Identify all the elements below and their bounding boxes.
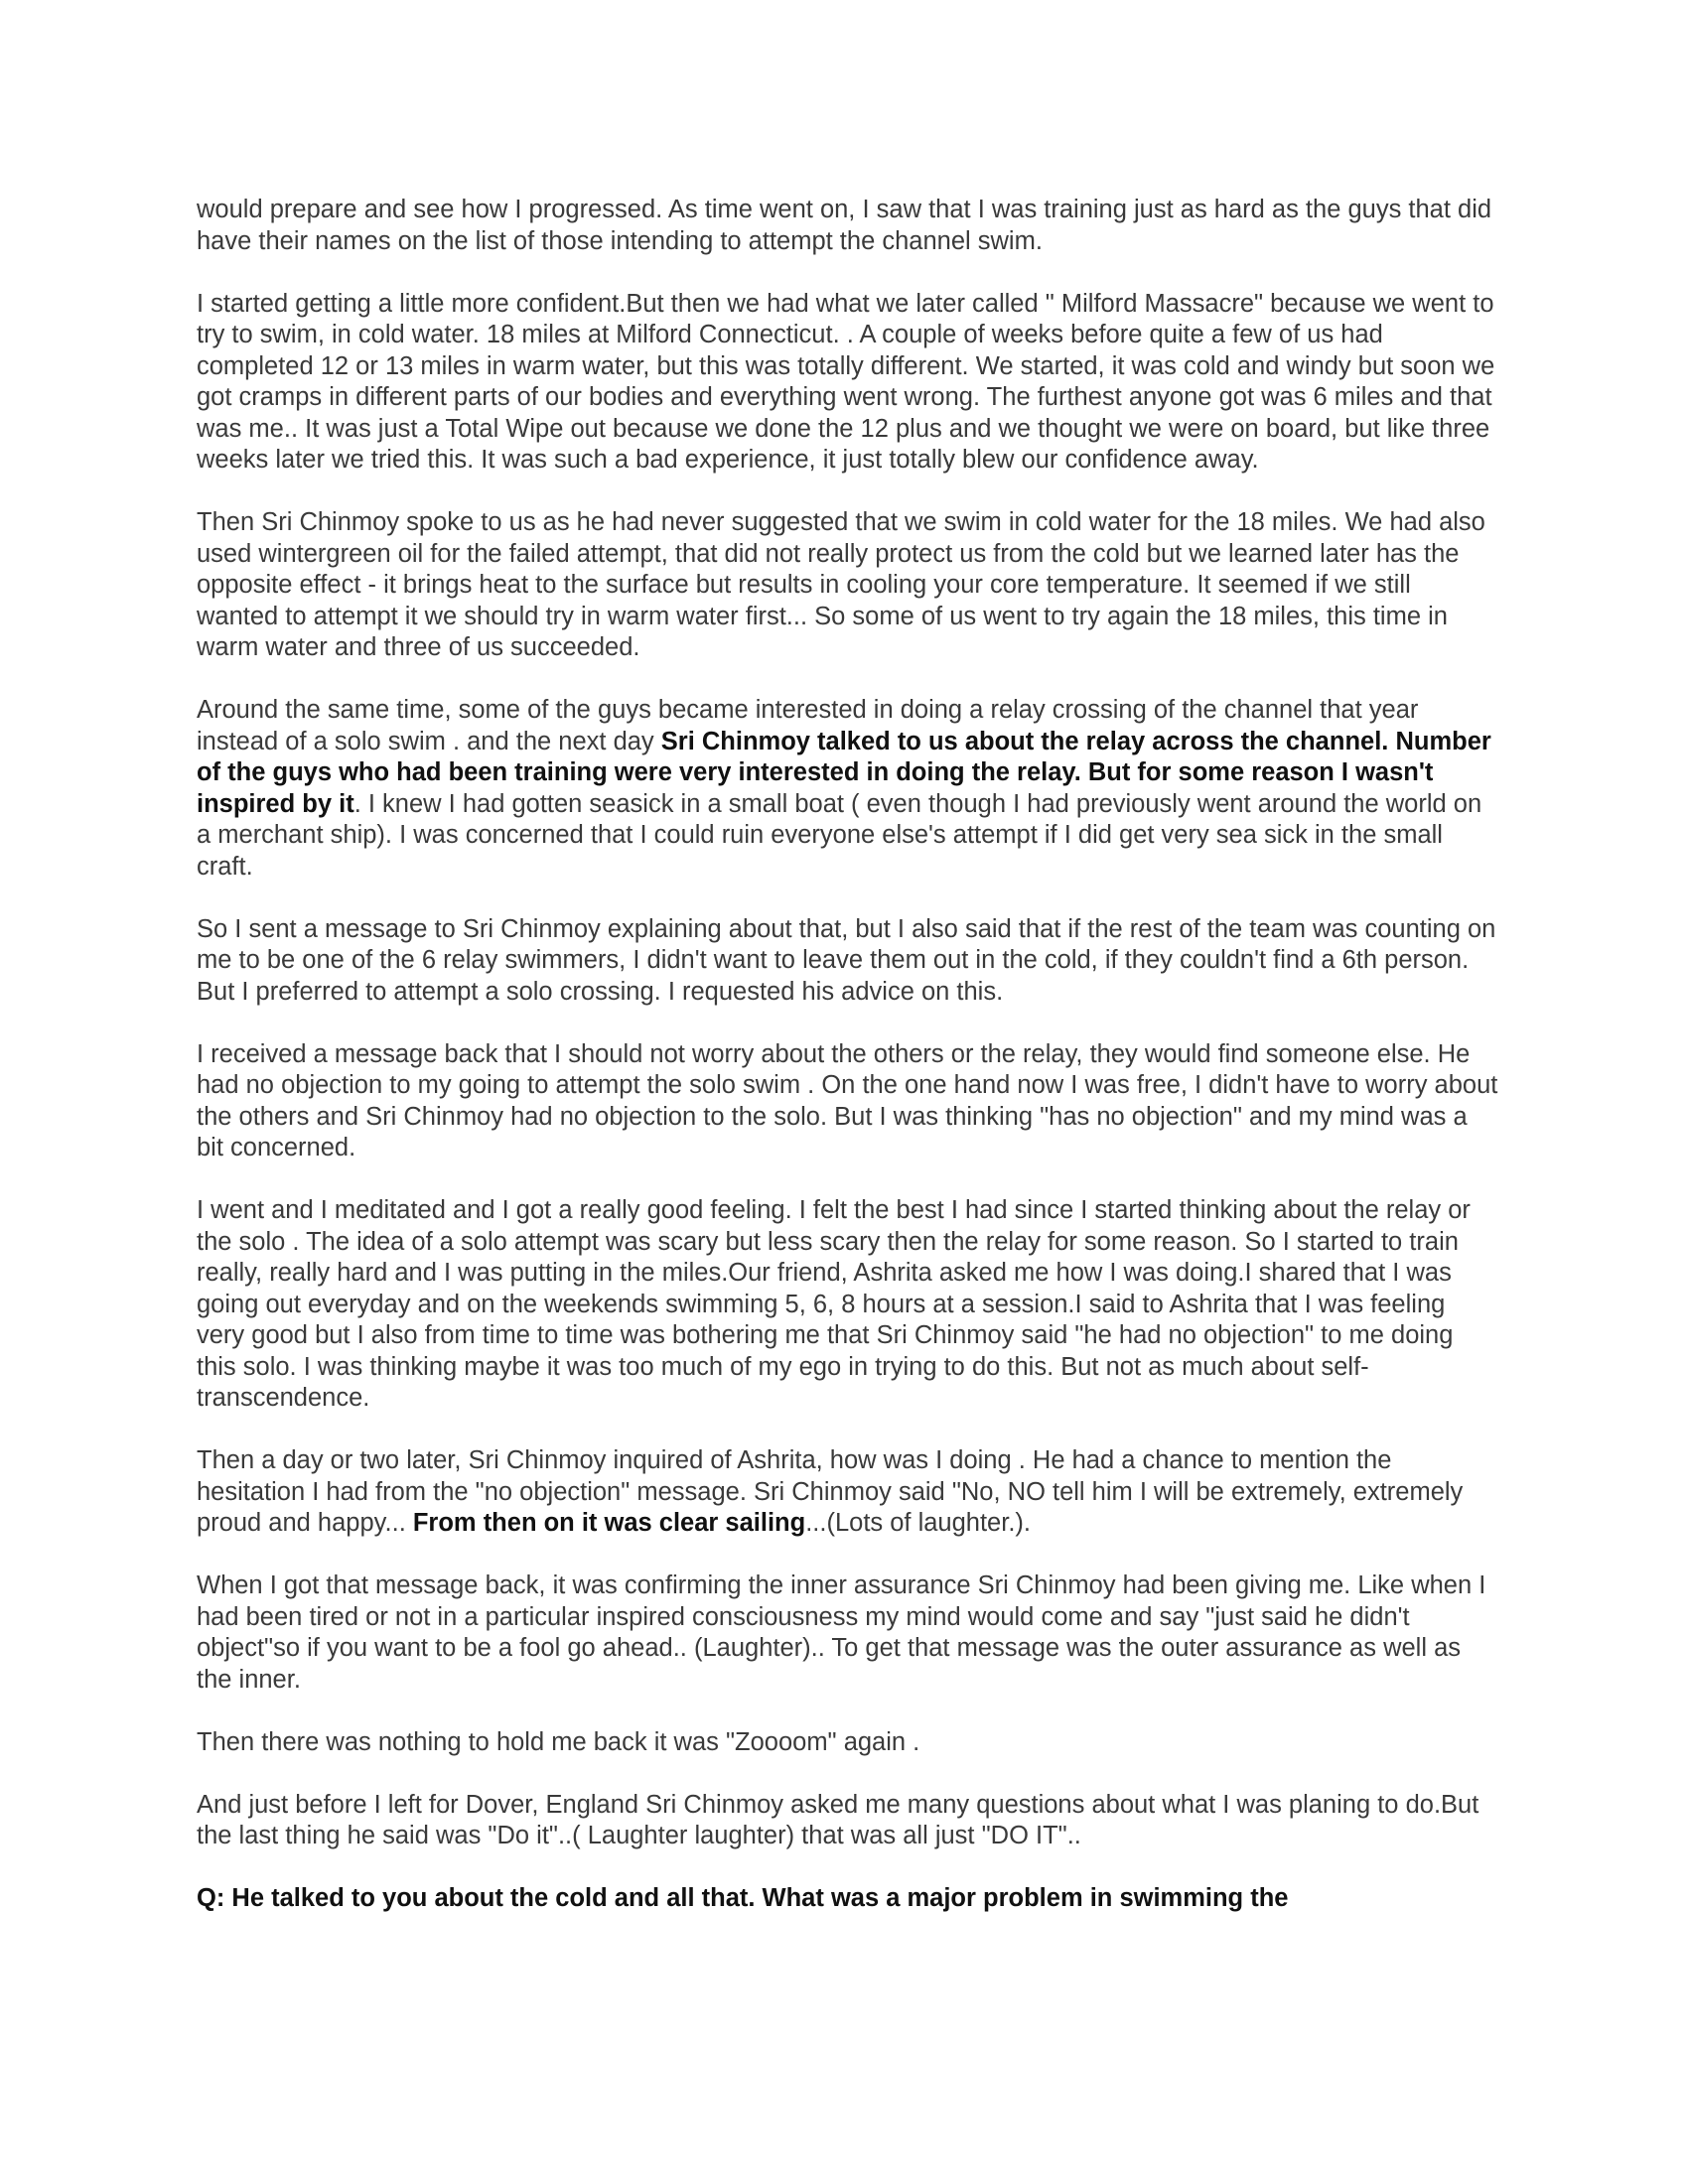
paragraph: [197, 1790, 1499, 1852]
paragraph-text: I went and I meditated and I got a really good feeling. I felt the best I had since I started thinking about the relay or the solo . The idea of a solo attempt was scary but less scary then the relay for some reason. So I started to train really, really hard and I was putting in the miles.Our friend, Ashrita asked me how I was doing.I shared that I was going out everyday and on the weekends swimming 5, 6, 8 hours at a session.I said to Ashrita that I was feeling very good but I also from time to time was bothering me that Sri Chinmoy said "he had no objection" to me doing this solo. I was thinking maybe it was too much of my ego in trying to do this. But not as much about self- transcendence.: [197, 1196, 1471, 1412]
bold-text: Sri Chinmoy talked to us about the relay across the channel. Number of the guys who had been training were very interested in doing the relay. But for some reason I wasn't inspired by it: [197, 727, 1491, 818]
paragraph: [197, 914, 1499, 1009]
document-page: [197, 195, 1499, 1915]
paragraph-text: When I got that message back, it was confirming the inner assurance Sri Chinmoy had been giving me. Like when I had been tired or not in a particular inspired consciousness my mind would come and say "just said he didn't object"so if you want to be a fool go ahead.. (Laughter).. To get that message was the outer assurance as well as the inner.: [197, 1571, 1486, 1694]
paragraph-text: Then there was nothing to hold me back it was "Zoooom" again .: [197, 1727, 920, 1756]
paragraph: [197, 507, 1499, 664]
paragraph: [197, 1195, 1499, 1415]
paragraph-text: I started getting a little more confident.But then we had what we later called " Milford Massacre" because we went to try to swim, in cold water. 18 miles at Milford Connecticut. . A couple of weeks before quite a few of us had completed 12 or 13 miles in warm water, but this was totally different. We started, it was cold and windy but soon we got cramps in different parts of our bodies and everything went wrong. The furthest anyone got was 6 miles and that was me.. It was just a Total Wipe out because we done the 12 plus and we thought we were on board, but like three weeks later we tried this. It was such a bad experience, it just totally blew our confidence away.: [197, 289, 1495, 474]
paragraph-text: Then a day or two later, Sri Chinmoy inquired of Ashrita, how was I doing . He had a chance to mention the hesitation I had from the "no objection" message. Sri Chinmoy said "No, NO tell him I will be extremely, extremely proud and happy...: [197, 1446, 1464, 1537]
paragraph-text: Then Sri Chinmoy spoke to us as he had never suggested that we swim in cold water for the 18 miles. We had also used wintergreen oil for the failed attempt, that did not really protect us from the cold but we learned later has the opposite effect - it brings heat to the surface but results in cooling your core temperature. It seemed if we still wanted to attempt it we should try in warm water first... So some of us went to try again the 18 miles, this time in warm water and three of us succeeded.: [197, 508, 1485, 661]
paragraph: [197, 1039, 1499, 1164]
paragraph: [197, 1445, 1499, 1540]
paragraph: [197, 195, 1499, 257]
paragraph-text: ...(Lots of laughter.).: [805, 1509, 1031, 1537]
paragraph: [197, 695, 1499, 883]
paragraph-text: Around the same time, some of the guys became interested in doing a relay crossing of the channel that year instead of a solo swim . and the next day: [197, 696, 1419, 755]
paragraph-text: And just before I left for Dover, England Sri Chinmoy asked me many questions about what I was planing to do.But the last thing he said was "Do it"..( Laughter laughter) that was all just "DO IT"..: [197, 1790, 1479, 1849]
paragraph-text: So I sent a message to Sri Chinmoy explaining about that, but I also said that if the rest of the team was counting on me to be one of the 6 relay swimmers, I didn't want to leave them out in the cold, if they couldn't find a 6th person. But I preferred to attempt a solo crossing. I requested his advice on this.: [197, 914, 1496, 1006]
interview-question: Q: He talked to you about the cold and all that. What was a major problem in swimming the: [197, 1884, 1289, 1912]
document-body: [197, 195, 1499, 1852]
paragraph-text: . I knew I had gotten seasick in a small boat ( even though I had previously went around the world on a merchant ship). I was concerned that I could ruin everyone else's attempt if I did get very sea sick in the small craft.: [197, 789, 1482, 881]
paragraph: [197, 289, 1499, 477]
paragraph: [197, 1570, 1499, 1696]
bold-text: From then on it was clear sailing: [412, 1509, 806, 1537]
paragraph-text: I received a message back that I should not worry about the others or the relay, they would find someone else. He had no objection to my going to attempt the solo swim . On the one hand now I was free, I didn't have to worry about the others and Sri Chinmoy had no objection to the solo. But I was thinking "has no objection" and my mind was a bit concerned.: [197, 1039, 1498, 1161]
paragraph: [197, 1727, 1499, 1759]
paragraph-text: would prepare and see how I progressed. As time went on, I saw that I was training just as hard as the guys that did have their names on the list of those intending to attempt the channel swim.: [197, 196, 1492, 255]
